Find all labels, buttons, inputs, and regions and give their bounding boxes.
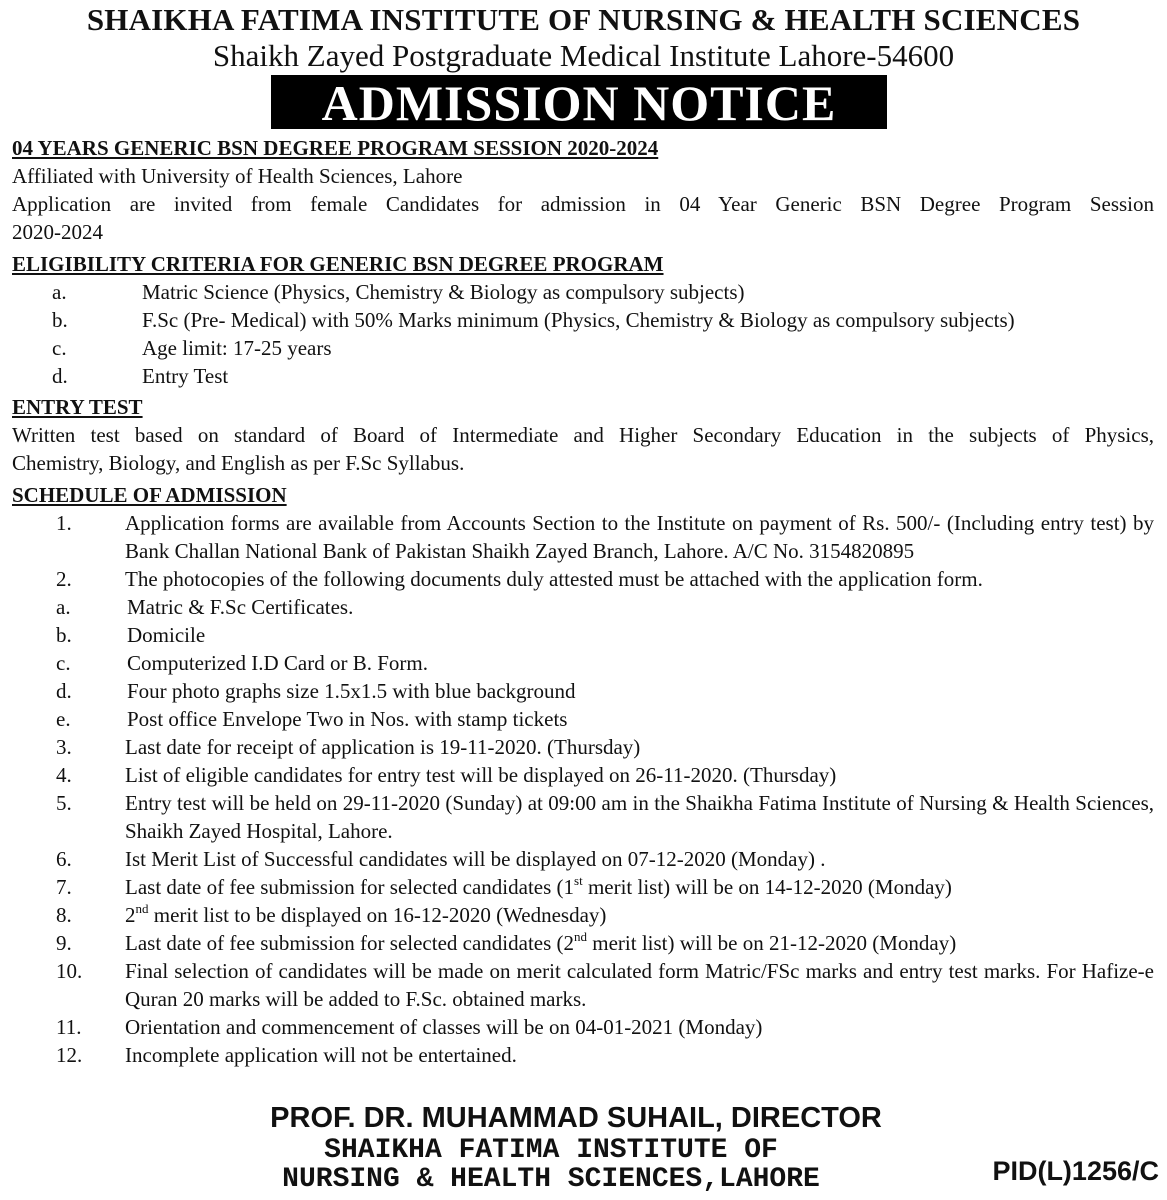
list-marker: 3. <box>56 735 72 759</box>
list-marker: c. <box>52 336 67 360</box>
entry-test-heading: ENTRY TEST <box>12 395 143 419</box>
list-text: Ist Merit List of Successful candidates will be displayed on 07-12-2020 (Monday) . <box>125 847 826 871</box>
invitation-line-2: 2020-2024 <box>12 220 103 244</box>
text-part: 2 <box>125 903 136 927</box>
text-part: merit list) will be on 21-12-2020 (Monday) <box>587 931 957 955</box>
affiliation-text: Affiliated with University of Health Sciences, Lahore <box>12 164 463 188</box>
list-item <box>12 1041 1154 1069</box>
eligibility-section <box>12 250 1154 390</box>
list-item <box>12 593 1154 621</box>
list-item <box>12 901 1154 929</box>
list-text: Incomplete application will not be entertained. <box>125 1043 517 1067</box>
signatory-name: PROF. DR. MUHAMMAD SUHAIL, DIRECTOR <box>270 1102 882 1134</box>
list-marker: 7. <box>56 875 72 899</box>
list-item <box>12 677 1154 705</box>
list-text <box>125 901 1154 929</box>
entry-test-line-2: Chemistry, Biology, and English as per F.Sc Syllabus. <box>12 451 465 475</box>
program-heading: 04 YEARS GENERIC BSN DEGREE PROGRAM SESSION 2020-2024 <box>12 136 659 160</box>
list-marker: 6. <box>56 847 72 871</box>
list-marker: e. <box>56 707 71 731</box>
list-marker: 9. <box>56 931 72 955</box>
list-text: Post office Envelope Two in Nos. with stamp tickets <box>127 707 568 731</box>
text-part: merit list) will be on 14-12-2020 (Monday) <box>582 875 952 899</box>
ordinal-suffix: nd <box>135 901 149 916</box>
list-item <box>12 509 1154 565</box>
list-text: Entry Test <box>142 364 229 388</box>
list-item <box>12 957 1154 1013</box>
signatory-institute <box>0 1136 1102 1194</box>
list-text: Four photo graphs size 1.5x1.5 with blue background <box>127 679 576 703</box>
list-item <box>12 733 1154 761</box>
list-marker: 5. <box>56 791 72 815</box>
list-marker: 8. <box>56 903 72 927</box>
list-text: Age limit: 17-25 years <box>142 336 332 360</box>
list-marker: c. <box>56 651 71 675</box>
admission-notice-banner: ADMISSION NOTICE <box>271 75 887 129</box>
list-item <box>12 334 1154 362</box>
institute-address: Shaikh Zayed Postgraduate Medical Institute Lahore-54600 <box>212 38 955 73</box>
list-text: Matric & F.Sc Certificates. <box>127 595 354 619</box>
list-marker: 2. <box>56 567 72 591</box>
schedule-heading: SCHEDULE OF ADMISSION <box>12 483 287 507</box>
list-item <box>12 929 1154 957</box>
list-item <box>12 565 1154 593</box>
list-item <box>12 789 1154 845</box>
signatory-institute-line-1: SHAIKHA FATIMA INSTITUTE OF <box>324 1135 778 1166</box>
list-text: F.Sc (Pre- Medical) with 50% Marks minimum (Physics, Chemistry & Biology as compulsory subjects) <box>142 308 1015 332</box>
invitation-line-1: Application are invited from female Candidates for admission in 04 Year Generic BSN Degree Program Session <box>12 192 1154 216</box>
list-marker: 1. <box>56 511 72 535</box>
list-item <box>12 873 1154 901</box>
list-text: The photocopies of the following documents duly attested must be attached with the application form. <box>125 567 983 591</box>
list-text: Final selection of candidates will be made on merit calculated form Matric/FSc marks and entry test marks. For Hafize-e Quran 20 marks will be added to F.Sc. obtained marks. <box>125 959 1154 1011</box>
list-item <box>12 362 1154 390</box>
list-marker: b. <box>52 308 68 332</box>
list-item <box>12 278 1154 306</box>
list-text <box>125 929 1154 957</box>
text-part: Last date of fee submission for selected candidates (1 <box>125 875 575 899</box>
list-item <box>12 306 1154 334</box>
list-marker: 11. <box>56 1015 82 1039</box>
list-text: Application forms are available from Accounts Section to the Institute on payment of Rs. 500/- (Including entry test) by Bank Challan National Bank of Pakistan Shaikh Zayed Branch, Lahore. A/C No. 3154820895 <box>125 511 1154 563</box>
text-part: merit list to be displayed on 16-12-2020 (Wednesday) <box>148 903 607 927</box>
entry-test-line-1: Written test based on standard of Board of Intermediate and Higher Secondary Education in the subjects of Physics, <box>12 423 1154 447</box>
text-part: Last date of fee submission for selected candidates (2 <box>125 931 575 955</box>
list-item <box>12 1013 1154 1041</box>
list-item <box>12 649 1154 677</box>
list-marker: a. <box>52 280 67 304</box>
pid-code: PID(L)1256/C <box>992 1156 1159 1186</box>
institute-title: SHAIKHA FATIMA INSTITUTE OF NURSING & HEALTH SCIENCES <box>86 2 1081 37</box>
entry-test-section <box>12 393 1154 477</box>
list-text: Domicile <box>127 623 206 647</box>
list-marker: 10. <box>56 959 83 983</box>
list-marker: b. <box>56 623 72 647</box>
list-text: Entry test will be held on 29-11-2020 (Sunday) at 09:00 am in the Shaikha Fatima Institute of Nursing & Health Sciences, Shaikh Zayed Hospital, Lahore. <box>125 791 1154 843</box>
list-text: Last date for receipt of application is 19-11-2020. (Thursday) <box>125 735 641 759</box>
list-item <box>12 621 1154 649</box>
ordinal-suffix: st <box>574 873 583 888</box>
list-text: Orientation and commencement of classes will be on 04-01-2021 (Monday) <box>125 1015 763 1039</box>
schedule-section <box>12 481 1154 1069</box>
list-marker: d. <box>52 364 68 388</box>
list-item <box>12 705 1154 733</box>
list-text <box>125 873 1154 901</box>
list-text: Matric Science (Physics, Chemistry & Biology as compulsory subjects) <box>142 280 745 304</box>
list-item <box>12 845 1154 873</box>
list-marker: a. <box>56 595 71 619</box>
list-text: Computerized I.D Card or B. Form. <box>127 651 428 675</box>
signatory-institute-line-2: NURSING & HEALTH SCIENCES,LAHORE <box>282 1164 820 1195</box>
eligibility-heading: ELIGIBILITY CRITERIA FOR GENERIC BSN DEGREE PROGRAM <box>12 252 664 276</box>
list-marker: 12. <box>56 1043 83 1067</box>
list-text: List of eligible candidates for entry test will be displayed on 26-11-2020. (Thursday) <box>125 763 837 787</box>
list-item <box>12 761 1154 789</box>
program-section <box>12 134 1154 246</box>
ordinal-suffix: nd <box>574 929 588 944</box>
list-marker: d. <box>56 679 72 703</box>
list-marker: 4. <box>56 763 72 787</box>
